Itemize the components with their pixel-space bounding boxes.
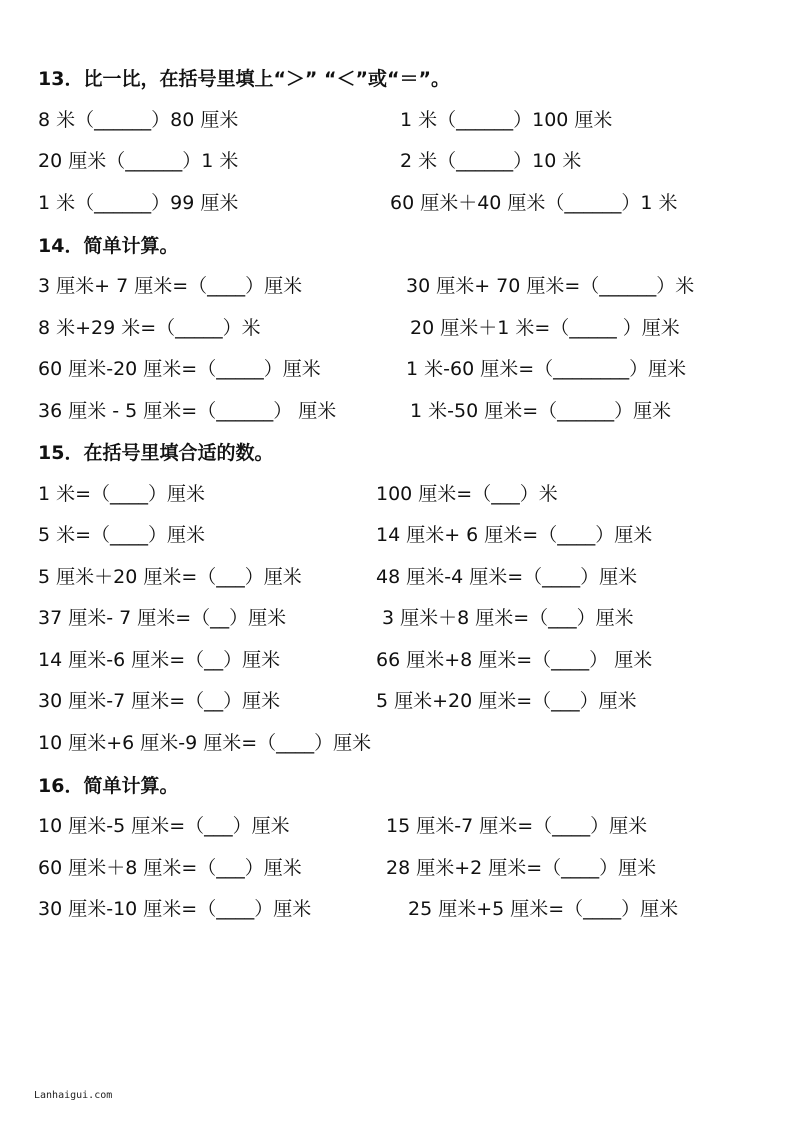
problem: 36 厘米 - 5 厘米=（______） 厘米 xyxy=(38,400,337,422)
problem: 30 厘米-10 厘米=（____）厘米 xyxy=(38,898,312,920)
problem: 14 厘米+ 6 厘米=（____）厘米 xyxy=(376,524,653,546)
problem: 20 厘米（______）1 米 xyxy=(38,150,239,172)
section-15-title: 15．在括号里填合适的数。 xyxy=(38,442,274,464)
problem: 60 厘米＋8 厘米=（___）厘米 xyxy=(38,857,302,879)
section-14-row-2 xyxy=(0,313,794,343)
section-15-row-5 xyxy=(0,645,794,675)
problem: 5 米=（____）厘米 xyxy=(38,524,206,546)
section-15-row-3 xyxy=(0,562,794,592)
section-15-row-2 xyxy=(0,520,794,550)
problem: 1 米（______）99 厘米 xyxy=(38,192,239,214)
problem: 2 米（______）10 米 xyxy=(400,150,582,172)
problem: 1 米-60 厘米=（________）厘米 xyxy=(406,358,687,380)
problem: 1 米-50 厘米=（______）厘米 xyxy=(410,400,672,422)
section-13-row-3 xyxy=(0,188,794,218)
section-15-row-1 xyxy=(0,479,794,509)
section-16-row-1 xyxy=(0,811,794,841)
problem: 5 厘米＋20 厘米=（___）厘米 xyxy=(38,566,302,588)
problem: 10 厘米+6 厘米-9 厘米=（____）厘米 xyxy=(38,732,372,754)
problem: 100 厘米=（___）米 xyxy=(376,483,558,505)
problem: 60 厘米-20 厘米=（_____）厘米 xyxy=(38,358,321,380)
problem: 37 厘米- 7 厘米=（__）厘米 xyxy=(38,607,287,629)
problem: 60 厘米＋40 厘米（______）1 米 xyxy=(390,192,678,214)
problem: 15 厘米-7 厘米=（____）厘米 xyxy=(386,815,648,837)
problem: 3 厘米+ 7 厘米=（____）厘米 xyxy=(38,275,303,297)
section-16-row-2 xyxy=(0,853,794,883)
problem: 8 米（______）80 厘米 xyxy=(38,109,239,131)
section-15-row-7 xyxy=(0,728,794,758)
section-14-title: 14．简单计算。 xyxy=(38,235,179,257)
section-16-title: 16．简单计算。 xyxy=(38,775,179,797)
problem: 28 厘米+2 厘米=（____）厘米 xyxy=(386,857,657,879)
problem: 1 米=（____）厘米 xyxy=(38,483,206,505)
footer-site-url: Lanhaigui.com xyxy=(34,1090,113,1101)
problem: 30 厘米+ 70 厘米=（______）米 xyxy=(406,275,695,297)
section-16-row-3 xyxy=(0,894,794,924)
problem: 8 米+29 米=（_____）米 xyxy=(38,317,261,339)
problem: 1 米（______）100 厘米 xyxy=(400,109,613,131)
section-14-row-3 xyxy=(0,354,794,384)
problem: 20 厘米＋1 米=（_____ ）厘米 xyxy=(410,317,680,339)
section-13-row-1 xyxy=(0,105,794,135)
section-13-title: 13．比一比，在括号里填上“＞” “＜”或“＝”。 xyxy=(38,68,450,90)
problem: 5 厘米+20 厘米=（___）厘米 xyxy=(376,690,637,712)
problem: 25 厘米+5 厘米=（____）厘米 xyxy=(408,898,679,920)
section-15-row-4 xyxy=(0,603,794,633)
problem: 14 厘米-6 厘米=（__）厘米 xyxy=(38,649,281,671)
problem: 66 厘米+8 厘米=（____） 厘米 xyxy=(376,649,653,671)
section-13-row-2 xyxy=(0,146,794,176)
section-15-row-6 xyxy=(0,686,794,716)
problem: 30 厘米-7 厘米=（__）厘米 xyxy=(38,690,281,712)
problem: 10 厘米-5 厘米=（___）厘米 xyxy=(38,815,290,837)
problem: 48 厘米-4 厘米=（____）厘米 xyxy=(376,566,638,588)
section-14-row-4 xyxy=(0,396,794,426)
problem: 3 厘米＋8 厘米=（___）厘米 xyxy=(382,607,634,629)
section-14-row-1 xyxy=(0,271,794,301)
